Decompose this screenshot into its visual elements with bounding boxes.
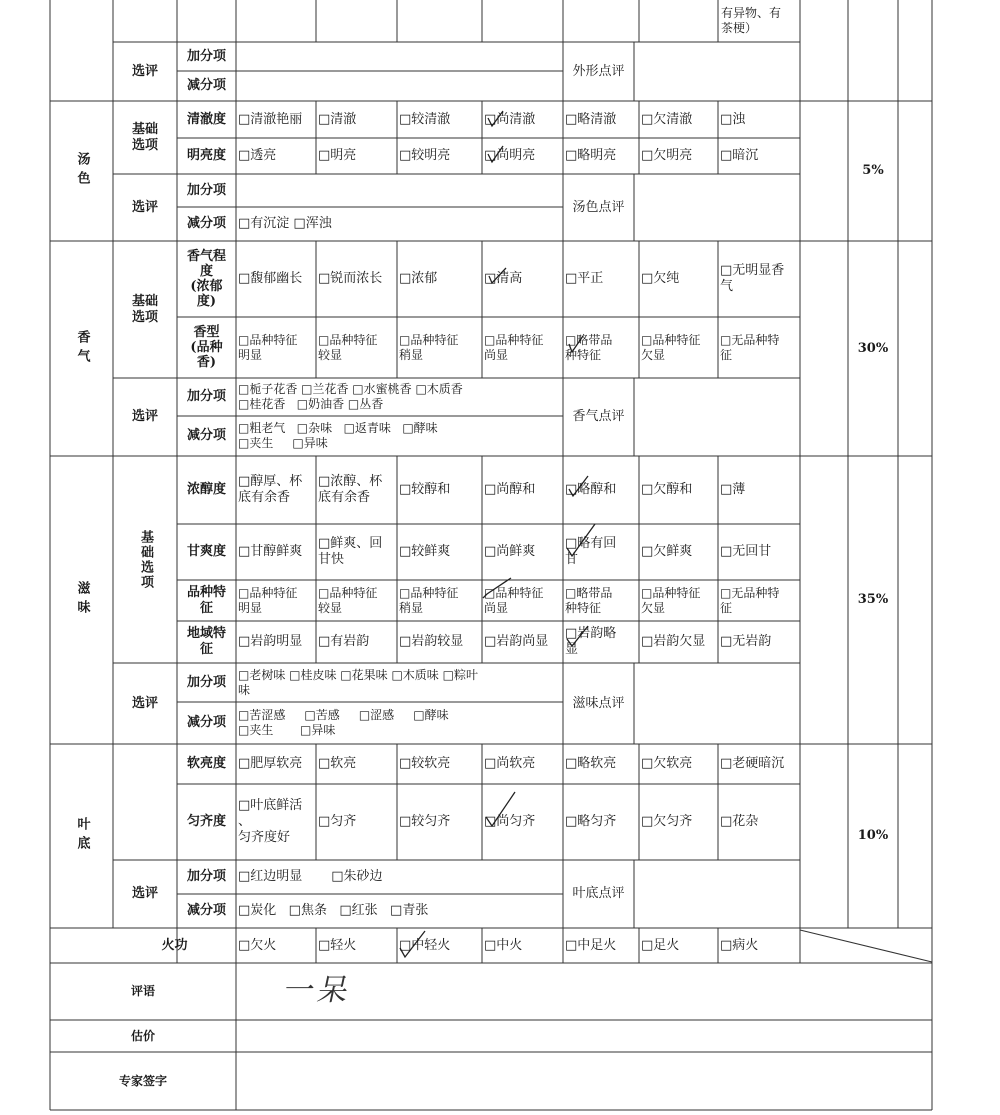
leaf-row0-option[interactable]: □略软亮: [565, 756, 617, 771]
taste-row3-option[interactable]: □岩韵较显: [399, 634, 464, 649]
aroma-row1-option[interactable]: □品种特征 明显: [238, 332, 298, 362]
liquor-comment-label: 汤色点评: [572, 199, 625, 215]
taste-row3-option[interactable]: □岩韵略 显: [565, 626, 617, 657]
taste-comment-label: 滋味点评: [572, 695, 625, 711]
taste-minus-options[interactable]: □苦涩感 □苦感 □涩感 □酵味 □夹生 □异味: [238, 708, 449, 737]
aroma-row1-option[interactable]: □品种特征 欠显: [641, 332, 701, 362]
liquor-row1-option[interactable]: □暗沉: [720, 148, 759, 163]
aroma-row0-option[interactable]: □锐而浓长: [318, 271, 383, 286]
liquor-plus-field[interactable]: [236, 174, 563, 207]
liquor-row1-option[interactable]: □欠明亮: [641, 148, 693, 163]
liquor-rating-label: 选评: [131, 199, 158, 215]
aroma-comment-field[interactable]: [634, 378, 800, 456]
leaf-category: 叶底: [74, 817, 90, 855]
remarks-field[interactable]: [236, 963, 932, 1020]
taste-weight: 35%: [857, 592, 889, 607]
leaf-comment-field[interactable]: [634, 860, 800, 928]
liquor-row0-option[interactable]: □浊: [720, 111, 746, 127]
liquor-row0-option[interactable]: □略清澈: [565, 111, 617, 127]
aroma-row1-option[interactable]: □品种特征 尚显: [484, 332, 544, 362]
taste-row2-option[interactable]: □品种特征 欠显: [641, 585, 701, 615]
liquor-row1-option[interactable]: □尚明亮: [484, 148, 536, 163]
liquor-comment-field[interactable]: [634, 174, 800, 241]
appearance-plus-label: 加分项: [186, 48, 226, 64]
leaf-evenness-label: 匀齐度: [186, 814, 226, 829]
leaf-row1-option[interactable]: □较匀齐: [399, 814, 451, 829]
taste-row2-option[interactable]: □品种特征 稍显: [399, 585, 459, 615]
fire-option[interactable]: □欠火: [238, 937, 277, 953]
liquor-row0-option[interactable]: □清澈: [318, 111, 357, 127]
price-label: 估价: [130, 1028, 155, 1043]
aroma-category: 香气: [74, 329, 90, 368]
leaf-row1-option[interactable]: □花杂: [720, 814, 759, 829]
appearance-rating-label: 选评: [131, 63, 158, 79]
taste-row3-option[interactable]: □岩韵尚显: [484, 634, 549, 649]
leaf-row0-option[interactable]: □软亮: [318, 756, 357, 771]
liquor-row0-option[interactable]: □欠清澈: [641, 111, 693, 127]
taste-row1-option[interactable]: □甘醇鲜爽: [238, 544, 303, 559]
leaf-softness-label: 软亮度: [186, 756, 226, 771]
aroma-minus-label: 减分项: [186, 428, 226, 443]
liquor-weight: 5%: [862, 163, 884, 178]
liquor-row1-option[interactable]: □明亮: [318, 148, 357, 163]
liquor-row0-option[interactable]: □较清澈: [399, 111, 451, 127]
taste-minus-label: 减分项: [186, 715, 226, 730]
taste-row0-option[interactable]: □较醇和: [399, 482, 451, 497]
liquor-row1-option[interactable]: □较明亮: [399, 148, 451, 163]
fire-option[interactable]: □中轻火: [399, 937, 451, 953]
taste-row1-option[interactable]: □欠鲜爽: [641, 544, 693, 559]
liquor-base-label: 基础 选项: [131, 121, 158, 153]
taste-row1-option[interactable]: □较鲜爽: [399, 544, 451, 559]
fire-option[interactable]: □中足火: [565, 937, 617, 953]
leaf-plus-options[interactable]: □红边明显 □朱砂边: [238, 869, 383, 884]
leaf-row1-option[interactable]: □叶底鲜活 、 匀齐度好: [238, 798, 303, 845]
aroma-rating-label: 选评: [131, 409, 158, 424]
appearance-comment-field[interactable]: [634, 42, 800, 101]
appearance-minus-label: 减分项: [186, 78, 226, 93]
leaf-row0-option[interactable]: □肥厚软亮: [238, 756, 303, 771]
aroma-row1-option[interactable]: □无品种特 征: [720, 332, 780, 362]
liquor-category: 汤色: [74, 152, 90, 190]
liquor-minus-options[interactable]: □有沉淀 □浑浊: [238, 216, 332, 231]
taste-row0-option[interactable]: □尚醇和: [484, 482, 536, 497]
fire-option[interactable]: □轻火: [318, 937, 357, 953]
liquor-row0-option[interactable]: □清澈艳丽: [238, 111, 303, 127]
aroma-comment-label: 香气点评: [572, 409, 625, 424]
liquor-minus-label: 减分项: [186, 216, 226, 231]
aroma-row0-option[interactable]: □欠纯: [641, 271, 680, 286]
aroma-base-label: 基础 选项: [131, 293, 158, 325]
taste-row0-option[interactable]: □略醇和: [565, 482, 617, 497]
taste-plus-label: 加分项: [186, 674, 226, 690]
liquor-row1-option[interactable]: □略明亮: [565, 148, 617, 163]
liquor-plus-label: 加分项: [186, 182, 226, 198]
aroma-row0-option[interactable]: □平正: [565, 271, 604, 286]
taste-mellowness-label: 浓醇度: [186, 482, 226, 497]
leaf-weight: 10%: [857, 828, 889, 843]
aroma-plus-label: 加分项: [186, 389, 226, 404]
aroma-weight: 30%: [857, 340, 889, 356]
aroma-row0-option[interactable]: □无明显香 气: [720, 263, 785, 294]
leaf-row0-option[interactable]: □尚软亮: [484, 756, 536, 771]
liquor-row0-option[interactable]: □尚清澈: [484, 111, 536, 127]
taste-row2-option[interactable]: □品种特征 明显: [238, 585, 298, 615]
taste-row0-option[interactable]: □薄: [720, 482, 746, 497]
aroma-plus-options[interactable]: □栀子花香 □兰花香 □水蜜桃香 □木质香 □桂花香 □奶油香 □丛香: [238, 382, 463, 411]
leaf-row1-option[interactable]: □欠匀齐: [641, 814, 693, 829]
leaf-rating-label: 选评: [131, 886, 158, 901]
taste-category: 滋味: [74, 581, 90, 619]
fire-option[interactable]: □病火: [720, 937, 759, 953]
aroma-row1-option[interactable]: □略带品 种特征: [565, 332, 613, 362]
liquor-clarity-label: 清澈度: [186, 111, 226, 127]
appearance-comment-label: 外形点评: [572, 63, 625, 79]
leaf-plus-label: 加分项: [186, 869, 226, 884]
taste-base-label: 基础选项: [138, 529, 153, 590]
appearance-partial-option: 有异物、有 茶梗）: [721, 6, 782, 35]
fire-option[interactable]: □中火: [484, 937, 523, 953]
leaf-minus-options[interactable]: □炭化 □焦条 □红张 □青张: [238, 903, 429, 918]
appearance-minus-field[interactable]: [236, 71, 563, 101]
taste-row1-option[interactable]: □尚鲜爽: [484, 544, 536, 559]
taste-rating-label: 选评: [131, 695, 158, 711]
aroma-row1-option[interactable]: □品种特征 稍显: [399, 332, 459, 362]
taste-comment-field[interactable]: [634, 663, 800, 744]
price-field[interactable]: [236, 1020, 932, 1052]
taste-row0-option[interactable]: □欠醇和: [641, 482, 693, 497]
aroma-row0-option[interactable]: □馥郁幽长: [238, 271, 303, 286]
leaf-row0-option[interactable]: □较软亮: [399, 756, 451, 771]
taste-row1-option[interactable]: □略有回 甘: [565, 536, 617, 567]
fire-label: 火功: [161, 937, 188, 953]
taste-sweetness-label: 甘爽度: [186, 544, 226, 559]
taste-row3-option[interactable]: □岩韵明显: [238, 634, 303, 649]
signature-field[interactable]: [236, 1052, 932, 1110]
taste-row3-option[interactable]: □岩韵欠显: [641, 634, 706, 649]
liquor-brightness-label: 明亮度: [186, 148, 226, 163]
taste-variety-label: 品种特 征: [186, 584, 226, 616]
taste-row3-option[interactable]: □有岩韵: [318, 634, 370, 649]
fire-option[interactable]: □足火: [641, 937, 680, 953]
taste-row1-option[interactable]: □鲜爽、回 甘快: [318, 536, 383, 567]
leaf-row1-option[interactable]: □尚匀齐: [484, 814, 536, 829]
taste-row2-option[interactable]: □略带品 种特征: [565, 585, 613, 615]
aroma-row0-option[interactable]: □清高: [484, 271, 523, 286]
leaf-row0-option[interactable]: □老硬暗沉: [720, 756, 785, 771]
remarks-handwriting: 一呆: [280, 973, 356, 1008]
taste-row2-option[interactable]: □品种特征 尚显: [484, 585, 544, 615]
taste-row1-option[interactable]: □无回甘: [720, 544, 772, 559]
taste-row3-option[interactable]: □无岩韵: [720, 634, 772, 649]
leaf-comment-label: 叶底点评: [572, 886, 625, 901]
taste-row0-option[interactable]: □醇厚、杯 底有余香: [238, 474, 303, 505]
leaf-row1-option[interactable]: □略匀齐: [565, 814, 617, 829]
remarks-label: 评语: [130, 984, 155, 998]
leaf-row0-option[interactable]: □欠软亮: [641, 756, 693, 771]
aroma-intensity-label: 香气程 度 (浓郁 度): [186, 249, 226, 309]
leaf-minus-label: 减分项: [186, 903, 226, 918]
appearance-plus-field[interactable]: [236, 42, 563, 71]
aroma-row0-option[interactable]: □浓郁: [399, 271, 438, 286]
signature-label: 专家签字: [118, 1073, 167, 1088]
liquor-row1-option[interactable]: □透亮: [238, 148, 277, 163]
taste-plus-options[interactable]: □老树味 □桂皮味 □花果味 □木质味 □粽叶 味: [238, 667, 478, 697]
leaf-row1-option[interactable]: □匀齐: [318, 814, 357, 829]
taste-row2-option[interactable]: □品种特征 较显: [318, 585, 378, 615]
taste-row0-option[interactable]: □浓醇、杯 底有余香: [318, 474, 383, 505]
taste-region-label: 地域特 征: [186, 626, 226, 657]
aroma-row1-option[interactable]: □品种特征 较显: [318, 332, 378, 362]
taste-row2-option[interactable]: □无品种特 征: [720, 585, 780, 615]
aroma-minus-options[interactable]: □粗老气 □杂味 □返青味 □酵味 □夹生 □异味: [238, 421, 438, 450]
aroma-type-label: 香型 (品种 香): [190, 325, 223, 370]
